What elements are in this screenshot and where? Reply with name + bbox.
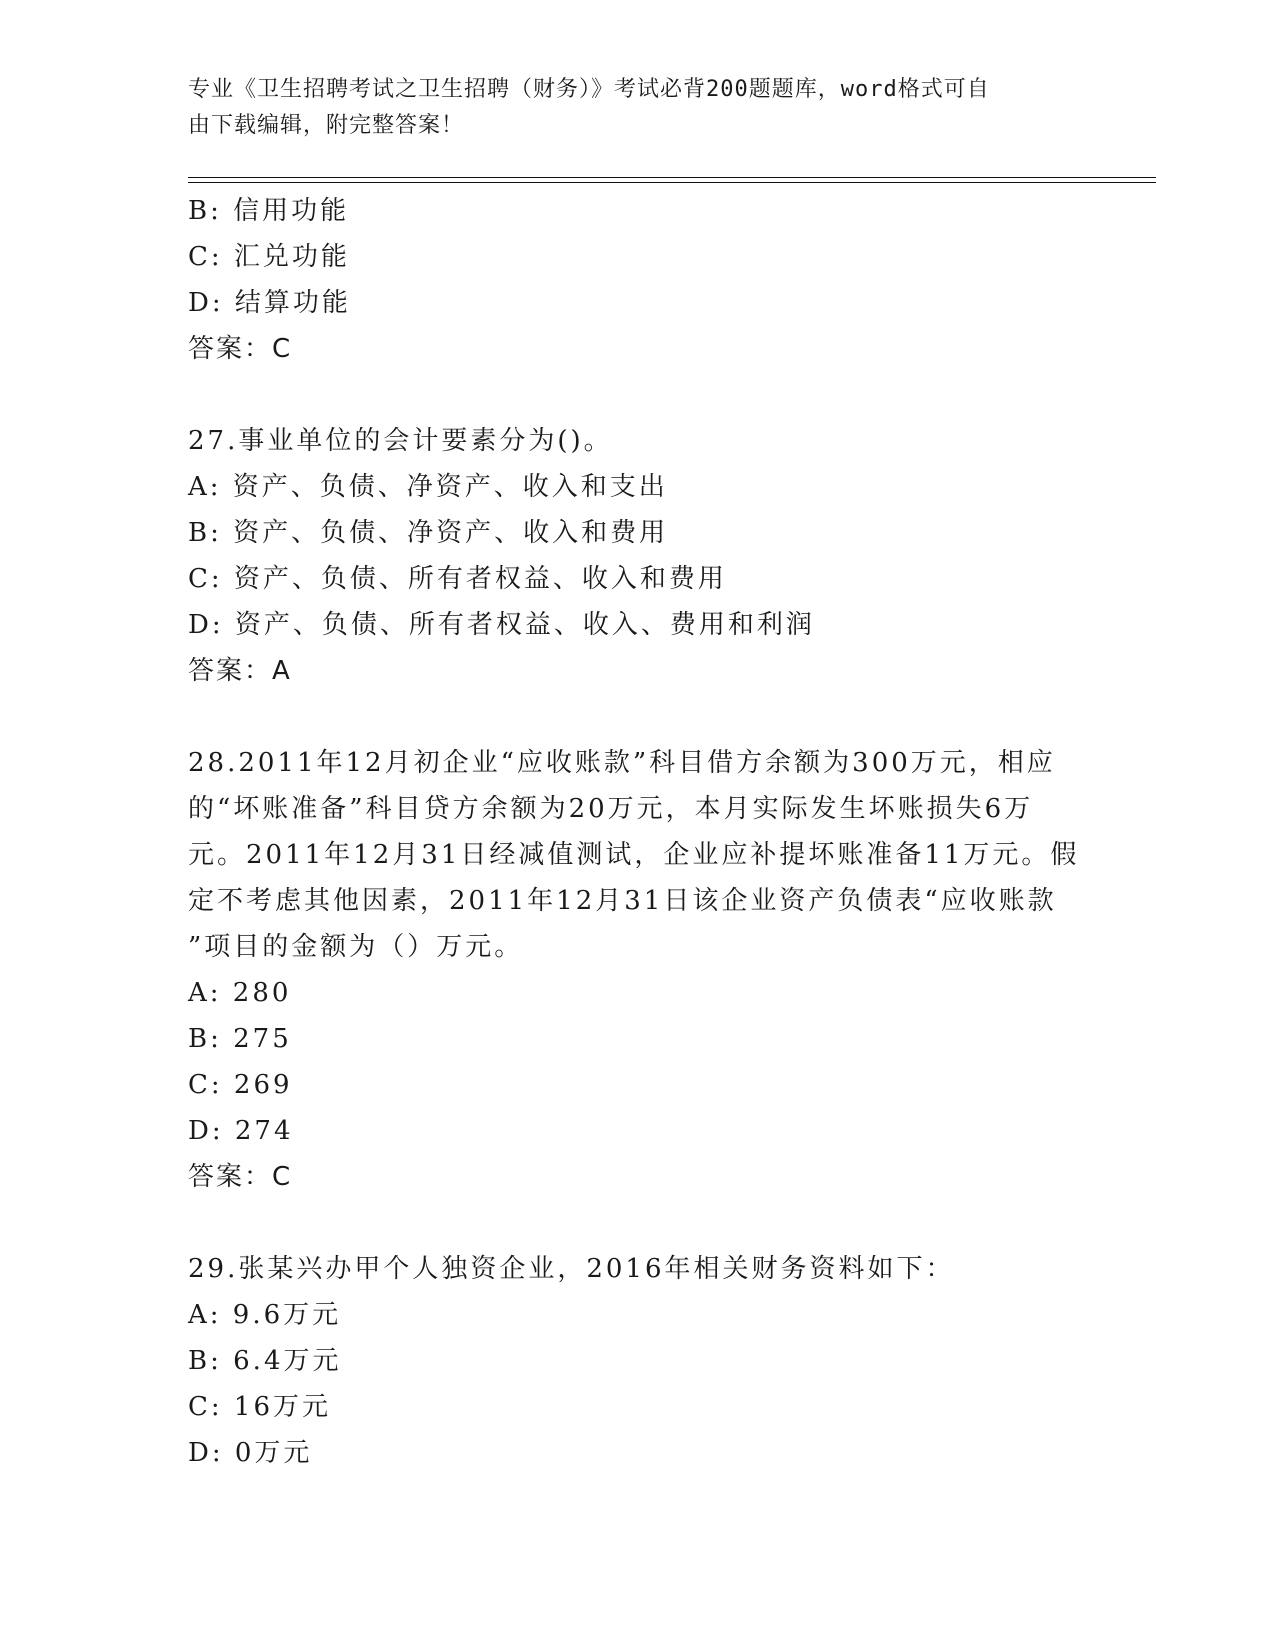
answer-label: 答案：C	[188, 334, 293, 364]
answer-label: 答案：C	[188, 1162, 293, 1192]
question-26-continued	[188, 188, 1088, 372]
document-header	[188, 72, 1068, 144]
answer-label: 答案：A	[188, 656, 292, 686]
question-stem: 29.张某兴办甲个人独资企业，2016年相关财务资料如下：	[188, 1254, 955, 1284]
document-body	[188, 188, 1088, 1476]
header-divider-top	[188, 177, 1156, 178]
option-c: C: 16万元	[188, 1392, 332, 1422]
option-b: B: 275	[188, 1024, 292, 1054]
question-stem-line: 元。2011年12月31日经减值测试，企业应补提坏账准备11万元。假	[188, 840, 1080, 870]
header-divider-bottom	[188, 182, 1156, 183]
question-stem: 27.事业单位的会计要素分为()。	[188, 426, 613, 456]
question-stem-line: 的“坏账准备”科目贷方余额为20万元，本月实际发生坏账损失6万	[188, 794, 1034, 824]
header-line-2: 由下载编辑，附完整答案！	[188, 113, 465, 138]
option-d: D: 结算功能	[188, 288, 351, 318]
option-a: A: 280	[188, 978, 292, 1008]
question-stem-line: 定不考虑其他因素，2011年12月31日该企业资产负债表“应收账款	[188, 886, 1057, 916]
option-d: D: 274	[188, 1116, 294, 1146]
question-stem-line: 28.2011年12月初企业“应收账款”科目借方余额为300万元，相应	[188, 748, 1056, 778]
question-27	[188, 418, 1088, 694]
header-line-1: 专业《卫生招聘考试之卫生招聘（财务）》考试必背200题题库，word格式可自	[188, 77, 990, 102]
option-b: B: 6.4万元	[188, 1346, 342, 1376]
option-c: C: 汇兑功能	[188, 242, 350, 272]
option-d: D: 0万元	[188, 1438, 313, 1468]
option-a: A: 9.6万元	[188, 1300, 342, 1330]
option-c: C: 资产、负债、所有者权益、收入和费用	[188, 564, 727, 594]
option-a: A: 资产、负债、净资产、收入和支出	[188, 472, 668, 502]
option-d: D: 资产、负债、所有者权益、收入、费用和利润	[188, 610, 815, 640]
option-b: B: 信用功能	[188, 196, 350, 226]
question-stem-line: ”项目的金额为（）万元。	[188, 932, 524, 962]
option-c: C: 269	[188, 1070, 293, 1100]
question-29	[188, 1246, 1088, 1476]
option-b: B: 资产、负债、净资产、收入和费用	[188, 518, 669, 548]
question-28	[188, 740, 1088, 1200]
